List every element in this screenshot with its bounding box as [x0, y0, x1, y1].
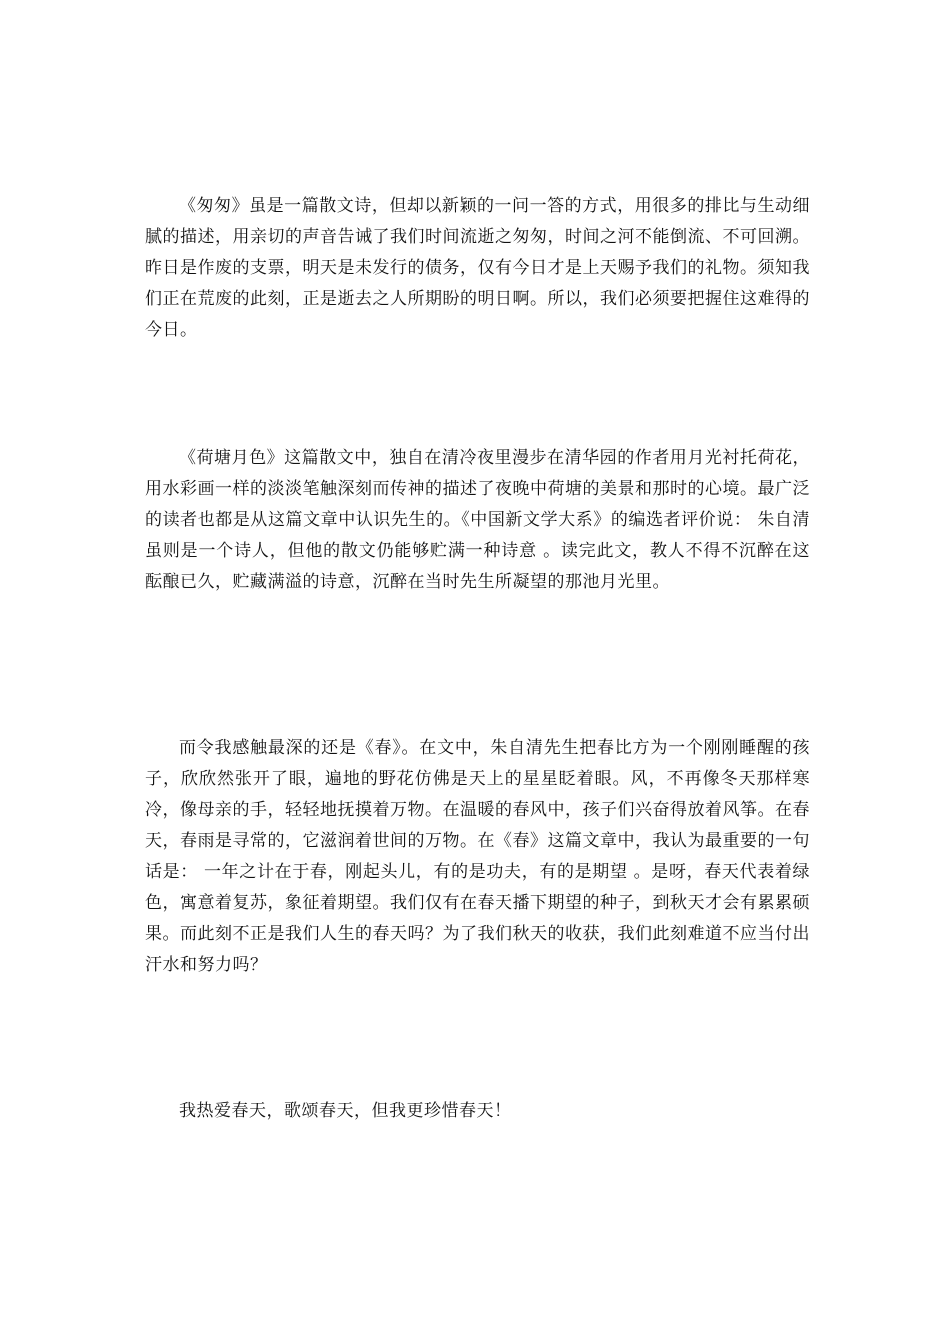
paragraph-conclusion: 我热爱春天，歌颂春天，但我更珍惜春天！ — [179, 1101, 512, 1121]
paragraph-hetang-yuese: 《荷塘月色》这篇散文中，独自在清冷夜里漫步在清华园的作者用月光衬托荷花，用水彩画一样的淡淡笔触深刻而传神的描述了夜晚中荷塘的美景和那时的心境。最广泛的读者也都是从这篇文章中认识先生的。《中国新文学大系》的编选者评价说： 朱自清虽则是一个诗人，但他的散文仍能够贮满一种诗意 。读完此文，教人不得不沉醉在这酝酿已久，贮藏满溢的诗意，沉醉在当时先生所凝望的那池月光里。 — [145, 448, 810, 592]
paragraph-chun: 而令我感触最深的还是《春》。在文中，朱自清先生把春比方为一个刚刚睡醒的孩子，欣欣然张开了眼，遍地的野花仿佛是天上的星星眨着眼。风，不再像冬天那样寒冷，像母亲的手，轻轻地抚摸着万物。在温暖的春风中，孩子们兴奋得放着风筝。在春天，春雨是寻常的，它滋润着世间的万物。在《春》这篇文章中，我认为最重要的一句话是： 一年之计在于春，刚起头儿，有的是功夫，有的是期望 。是呀，春天代表着绿色，寓意着复苏，象征着期望。我们仅有在春天播下期望的种子，到秋天才会有累累硕果。而此刻不正是我们人生的春天吗？为了我们秋天的收获，我们此刻难道不应当付出汗水和努力吗？ — [145, 738, 810, 975]
paragraph-congcong: 《匆匆》虽是一篇散文诗，但却以新颖的一问一答的方式，用很多的排比与生动细腻的描述，用亲切的声音告诫了我们时间流逝之匆匆，时间之河不能倒流、不可回溯。昨日是作废的支票，明天是未发行的债务，仅有今日才是上天赐予我们的礼物。须知我们正在荒废的此刻，正是逝去之人所期盼的明日啊。所以，我们必须要把握住这难得的今日。 — [145, 196, 810, 340]
